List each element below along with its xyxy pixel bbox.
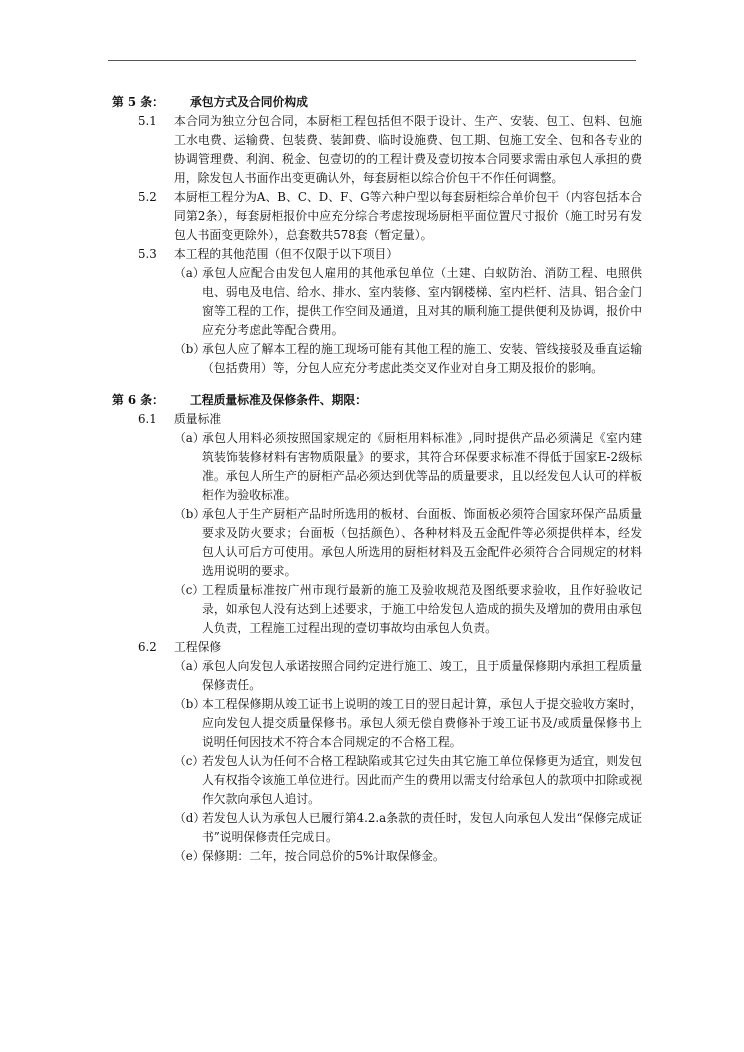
clause-5-3-a — [112, 264, 642, 340]
sub-text: 承包人于生产厨柜产品时所选用的板材、台面板、饰面板必须符合国家环保产品质量要求及防火要求；台面板（包括颜色）、各种材料及五金配件等必须提供样本，经发包人认可后方可使用。承包人所选用的厨柜材料及五金配件必须符合合同规定的材料选用说明的要求。 — [202, 507, 642, 578]
sub-text: 若发包人认为任何不合格工程缺陷或其它过失由其它施工单位保修更为适宜，则发包人有权指令该施工单位进行。因此而产生的费用以需支付给承包人的款项中扣除或视作欠款向承包人追讨。 — [202, 754, 642, 806]
sub-text: 承包人向发包人承诺按照合同约定进行施工、竣工，且于质量保修期内承担工程质量保修责任。 — [202, 659, 642, 692]
sub-text: 承包人应了解本工程的施工现场可能有其他工程的施工、安装、管线接驳及垂直运输（包括费用）等，分包人应充分考虑此类交叉作业对自身工期及报价的影响。 — [202, 342, 642, 375]
clause-text: 本工程的其他范围（但不仅限于以下项目） — [174, 247, 399, 261]
header-rule — [108, 60, 636, 61]
clause-number: 5.1 — [138, 114, 157, 128]
contract-document — [112, 92, 642, 866]
clause-6-2-c — [112, 752, 642, 809]
sub-label: （c） — [174, 583, 205, 597]
clause-5-3 — [112, 245, 642, 264]
sub-text: 保修期：二年，按合同总价的5%计取保修金。 — [202, 849, 445, 863]
clause-6-2-b — [112, 695, 642, 752]
clause-text: 本合同为独立分包合同，本厨柜工程包括但不限于设计、生产、安装、包工、包料、包施工水电费、运输费、包装费、装卸费、临时设施费、包工期、包施工安全、包和各专业的协调管理费、利润、税金、包壹切的的工程计费及壹切按本合同要求需由承包人承担的费用，除发包人书面作出变更确认外，每套厨柜以综合价包干不作任何调整。 — [174, 114, 642, 185]
sub-label: （a） — [174, 266, 205, 280]
article-5-number: 第 5 条： — [112, 95, 164, 109]
sub-label: （d） — [174, 811, 206, 825]
sub-text: 承包人应配合由发包人雇用的其他承包单位（土建、白蚁防治、消防工程、电照供电、弱电及电信、给水、排水、室内装修、室内钢楼梯、室内栏杆、洁具、铝合金门窗等工程的工作，提供工作空间及通道，且对其的顺利施工提供便利及协调，报价中应充分考虑此等配合费用。 — [202, 266, 642, 337]
clause-number: 6.1 — [138, 412, 157, 426]
clause-5-2 — [112, 188, 642, 245]
article-6-title: 工程质量标准及保修条件、期限： — [190, 393, 367, 407]
clause-6-2-a — [112, 657, 642, 695]
clause-6-1-a — [112, 429, 642, 505]
sub-label: （e） — [174, 849, 205, 863]
clause-text: 工程保修 — [174, 640, 222, 654]
article-5-heading — [112, 92, 642, 112]
clause-6-1-c — [112, 581, 642, 638]
article-6-number: 第 6 条： — [112, 393, 164, 407]
sub-label: （b） — [174, 697, 206, 711]
article-6-heading — [112, 390, 642, 410]
clause-number: 6.2 — [138, 640, 157, 654]
clause-6-2-d — [112, 809, 642, 847]
clause-number: 5.2 — [138, 190, 157, 204]
sub-label: （c） — [174, 754, 205, 768]
sub-text: 工程质量标准按广州市现行最新的施工及验收规范及图纸要求验收，且作好验收记录，如承包人没有达到上述要求，于施工中给发包人造成的损失及增加的费用由承包人负责，工程施工过程出现的壹切事故均由承包人负责。 — [202, 583, 642, 635]
sub-text: 本工程保修期从竣工证书上说明的竣工日的翌日起计算，承包人于提交验收方案时，应向发包人提交质量保修书。承包人须无偿自费修补于竣工证书及/或质量保修书上说明任何因技术不符合本合同规定的不合格工程。 — [202, 697, 642, 749]
clause-text: 本厨柜工程分为A、B、C、D、F、G等六种户型以每套厨柜综合单价包干（内容包括本合同第2条），每套厨柜报价中应充分综合考虑按现场厨柜平面位置尺寸报价（施工时另有发包人书面变更除外），总套数共578套（暂定量）。 — [174, 190, 642, 242]
sub-label: （a） — [174, 659, 205, 673]
sub-label: （b） — [174, 342, 206, 356]
clause-6-1-b — [112, 505, 642, 581]
article-5-title: 承包方式及合同价构成 — [190, 95, 308, 109]
clause-5-1 — [112, 112, 642, 188]
clause-5-3-b — [112, 340, 642, 378]
sub-text: 承包人用料必须按照国家规定的《厨柜用料标准》,同时提供产品必须满足《室内建筑装饰装修材料有害物质限量》的要求，其符合环保要求标准不得低于国家E-2级标准。承包人所生产的厨柜产品必须达到优等品的质量要求，且以经发包人认可的样板柜作为验收标准。 — [202, 431, 642, 502]
sub-label: （b） — [174, 507, 206, 521]
clause-6-2 — [112, 638, 642, 657]
sub-text: 若发包人认为承包人已履行第4.2.a条款的责任时，发包人向承包人发出“保修完成证书”说明保修责任完成日。 — [202, 811, 642, 844]
clause-6-1 — [112, 410, 642, 429]
clause-6-2-e — [112, 847, 642, 866]
clause-text: 质量标准 — [174, 412, 222, 426]
clause-number: 5.3 — [138, 247, 157, 261]
sub-label: （a） — [174, 431, 205, 445]
